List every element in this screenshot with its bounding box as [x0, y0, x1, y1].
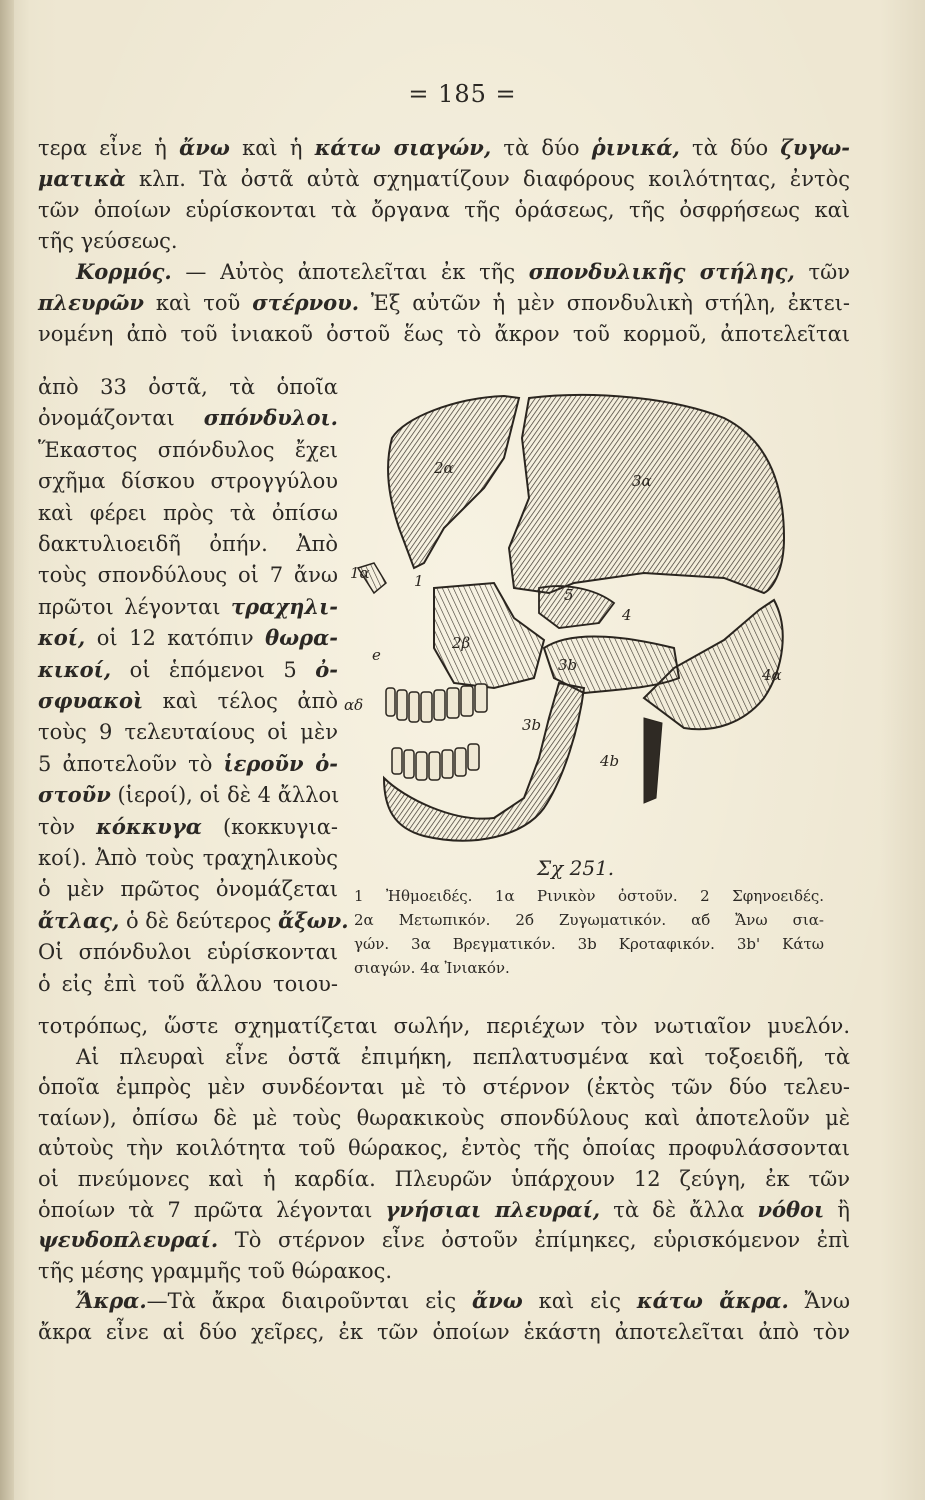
emphasized-term: σπονδυλικῆς στήλης, — [528, 259, 795, 284]
text-run: καὶ τέλος ἀπὸ — [143, 689, 338, 713]
emphasized-term: κικοί, — [38, 656, 112, 682]
emphasized-term: σπόνδυλοι. — [203, 405, 338, 431]
text-line — [76, 257, 850, 287]
text-run: ὁ εἰς ἐπὶ τοῦ ἄλλου τοιου- — [38, 971, 338, 996]
text-line — [38, 164, 850, 194]
label-4a: 4α — [762, 666, 782, 684]
text-line — [38, 1317, 850, 1347]
text-run: Αἱ πλευραὶ εἶνε ὀστᾶ ἐπιμήκη, πεπλατυσμένα καὶ τοξοειδῆ, τὰ — [76, 1044, 850, 1069]
text-run: ἄκρα εἶνε αἱ δύο χεῖρες, ἐκ τῶν ὁποίων ἑκάστη ἀποτελεῖται ἀπὸ τὸν — [38, 1320, 850, 1344]
text-run: Ἕκαστος σπόνδυλος ἔχει — [38, 437, 338, 462]
text-run: οἱ ἑπόμενοι 5 — [111, 657, 316, 682]
text-run: αὐτοὺς τὴν κοιλότητα τοῦ θώρακος, ἐντὸς τῆς ὁποίας προφυλάσσονται — [38, 1136, 850, 1161]
label-4: 4 — [622, 606, 632, 624]
caption-line: 1 Ἠθμοειδές. 1α Ρινικὸν ὀστοῦν. 2 Σφηνοειδές. — [354, 887, 824, 905]
text-run: τῆς μέσης γραμμῆς τοῦ θώρακος. — [38, 1258, 393, 1283]
text-run: κοί). Ἀπὸ τοὺς τραχηλικοὺς — [38, 846, 338, 870]
text-run: νομένη ἀπὸ τοῦ ἰνιακοῦ ὀστοῦ ἕως τὸ ἄκρον τοῦ κορμοῦ, ἀποτελεῖται — [38, 322, 850, 346]
label-2b: 2β — [452, 634, 471, 652]
text-run: ὁ δὲ δεύτερος — [119, 908, 279, 933]
text-line — [38, 529, 338, 559]
text-run: ὁποίων τὰ 7 πρῶτα λέγονται — [38, 1197, 386, 1222]
text-line — [38, 1072, 850, 1102]
text-line — [38, 435, 338, 465]
text-line — [38, 937, 338, 967]
emphasized-term: Ἄκρα. — [76, 1288, 147, 1314]
label-2a: 2α — [434, 459, 454, 477]
text-run: (κοκκυγια- — [201, 814, 338, 839]
detached-fragment — [644, 718, 662, 803]
text-run: ἢ — [824, 1197, 850, 1222]
frontal-bone — [388, 396, 519, 568]
text-line — [38, 874, 338, 904]
emphasized-term: ἄξων. — [278, 907, 349, 933]
lower-teeth — [392, 744, 479, 780]
text-run: τὰ δύο — [491, 136, 592, 160]
emphasized-term: κάτω ἄκρα. — [636, 1288, 789, 1314]
text-line — [38, 1133, 850, 1163]
text-line — [38, 1256, 850, 1286]
zygomatic-bone — [434, 583, 544, 688]
text-run: σχῆμα δίσκου στρογγύλου — [38, 469, 338, 494]
text-line — [76, 1042, 850, 1072]
emphasized-term: ματικὰ — [38, 166, 126, 191]
text-run: καὶ ἡ — [229, 136, 315, 160]
text-run: τοτρόπως, ὥστε σχηματίζεται σωλήν, περιέχων τὸν νωτιαῖον μυελόν. — [38, 1014, 850, 1038]
emphasized-term: κάτω σιαγών, — [314, 135, 492, 160]
text-line — [38, 717, 338, 747]
text-line — [38, 133, 850, 163]
label-1a: 1α — [350, 564, 370, 582]
text-line — [38, 1103, 850, 1133]
label-4b: 4b — [600, 752, 620, 770]
text-line — [38, 969, 338, 999]
label-3a: 3α — [632, 472, 652, 490]
emphasized-term: ἄνω — [179, 135, 230, 160]
text-run: 5 ἀποτελοῦν τὸ — [38, 751, 224, 776]
page-binding-edge — [0, 0, 14, 1500]
text-run: Τὸ στέρνον εἶνε ὀστοῦν ἐπίμηκες, εὑρισκόμενον ἐπὶ — [218, 1228, 850, 1253]
text-run: Οἱ σπόνδυλοι εὑρίσκονται — [38, 940, 338, 965]
text-run: τερα εἶνε ἡ — [38, 136, 180, 160]
text-line — [38, 843, 338, 873]
emphasized-term: τραχηλι- — [231, 593, 338, 619]
upper-teeth — [386, 684, 487, 722]
text-run: τοὺς σπονδύλους οἱ 7 ἄνω — [38, 563, 338, 588]
emphasized-term: Κορμός. — [76, 259, 172, 284]
text-line — [38, 319, 850, 349]
text-run: Ἄνω — [788, 1289, 850, 1314]
text-line — [38, 560, 338, 590]
text-line — [38, 686, 338, 716]
emphasized-term: ἱεροῦν ὀ- — [223, 750, 338, 776]
text-line — [38, 498, 338, 528]
emphasized-term: ἄνω — [472, 1288, 523, 1314]
text-run: καὶ τοῦ — [143, 291, 253, 315]
parietal-bone — [509, 395, 784, 593]
text-line — [38, 655, 338, 685]
text-run: τὰ δὲ ἄλλα — [600, 1197, 758, 1222]
text-line — [38, 749, 338, 779]
text-line — [38, 466, 338, 496]
text-run: τῆς γεύσεως. — [38, 229, 178, 253]
emphasized-term: στοῦν — [38, 782, 111, 808]
emphasized-term: σφυακοὶ — [38, 688, 144, 713]
text-line — [38, 1011, 850, 1041]
text-run: τοὺς 9 τελευταίους οἱ μὲν — [38, 720, 338, 745]
figure-caption — [354, 884, 824, 980]
text-line — [38, 403, 338, 433]
text-run: καὶ φέρει πρὸς τὰ ὀπίσω — [38, 500, 338, 525]
text-run: Ἐξ αὐτῶν ἡ μὲν σπονδυλικὴ στήλη, ἐκτει- — [359, 291, 851, 315]
text-run: οἱ πνεύμονες καὶ ἡ καρδία. Πλευρῶν ὑπάρχουν 12 ζεύγη, ἐκ τῶν — [38, 1167, 850, 1191]
text-line — [38, 812, 338, 842]
skull-illustration — [344, 378, 824, 858]
text-run: τῶν — [794, 260, 850, 284]
label-e: e — [372, 646, 381, 664]
label-ab: αδ — [344, 696, 364, 714]
emphasized-term: ὀ- — [315, 656, 338, 682]
text-run: ὁποῖα ἐμπρὸς μὲν συνδέονται μὲ τὸ στέρνον (ἐκτὸς τῶν δύο τελευ- — [38, 1075, 850, 1100]
text-run: —Τὰ ἄκρα διαιροῦνται εἰς — [146, 1289, 472, 1314]
emphasized-term: θωρα- — [265, 625, 338, 651]
caption-line: γών. 3α Βρεγματικόν. 3b Κροταφικόν. 3b' Κάτω — [354, 935, 824, 953]
emphasized-term: νόθοι — [757, 1196, 825, 1222]
text-run: ὁ μὲν πρῶτος ὀνομάζεται — [38, 877, 338, 902]
emphasized-term: κοί, — [38, 625, 86, 651]
text-run: (ἱεροί), οἱ δὲ 4 ἄλλοι — [110, 783, 340, 808]
caption-line: σιαγών. 4α Ἰνιακόν. — [354, 959, 510, 977]
text-line — [38, 226, 850, 256]
text-line — [76, 1286, 850, 1316]
text-line — [38, 592, 338, 622]
emphasized-term: ψευδοπλευραί. — [38, 1227, 219, 1253]
text-line — [38, 372, 338, 402]
text-run: ὀνομάζονται — [38, 406, 204, 431]
emphasized-term: στέρνου. — [252, 290, 360, 315]
text-run: — Αὐτὸς ἀποτελεῖται ἐκ τῆς — [171, 260, 529, 284]
emphasized-term: ἄτλας, — [38, 907, 120, 933]
label-1: 1 — [414, 572, 424, 590]
text-run: πρῶτοι λέγονται — [38, 594, 232, 619]
text-run: τὸν — [38, 814, 97, 839]
text-run: οἱ 12 κατόπιν — [85, 626, 266, 651]
emphasized-term: ῥινικά, — [591, 135, 680, 160]
text-line — [38, 288, 850, 318]
text-line — [38, 623, 338, 653]
label-3b: 3b — [558, 656, 578, 674]
emphasized-term: πλευρῶν — [38, 290, 144, 315]
text-run: ταίων), ὀπίσω δὲ μὲ τοὺς θωρακικοὺς σπονδύλους καὶ ἀποτελοῦν μὲ — [38, 1105, 850, 1130]
text-line — [38, 1195, 850, 1225]
emphasized-term: γνήσιαι πλευραί, — [385, 1196, 601, 1222]
emphasized-term: ζυγω- — [780, 135, 850, 160]
text-run: τῶν ὁποίων εὑρίσκονται τὰ ὄργανα τῆς ὁράσεως, τῆς ὀσφρήσεως καὶ — [38, 198, 850, 222]
text-run: δακτυλιοειδῆ ὀπήν. Ἀπὸ — [38, 532, 338, 556]
label-5: 5 — [564, 586, 574, 604]
caption-line: 2α Μετωπικόν. 2б Ζυγωματικόν. αб Ἄνω σια- — [354, 911, 824, 929]
emphasized-term: κόκκυγα — [96, 813, 202, 839]
figure-title: Σχ 251. — [537, 856, 615, 880]
text-line — [38, 1164, 850, 1194]
sphenoid-bone — [539, 586, 614, 628]
text-line — [38, 906, 349, 936]
page-number: = 185 = — [408, 80, 517, 108]
text-run: τὰ δύο — [679, 136, 781, 160]
text-line — [38, 195, 850, 225]
text-line — [38, 1225, 850, 1255]
text-run: ἀπὸ 33 ὀστᾶ, τὰ ὁποῖα — [38, 375, 338, 399]
text-run: κλπ. Τὰ ὀστᾶ αὐτὰ σχηματίζουν διαφόρους κοιλότητας, ἐντὸς — [125, 167, 850, 191]
label-3b-prime: 3b — [522, 716, 542, 734]
text-line — [38, 780, 338, 810]
text-run: καὶ εἰς — [522, 1289, 637, 1314]
